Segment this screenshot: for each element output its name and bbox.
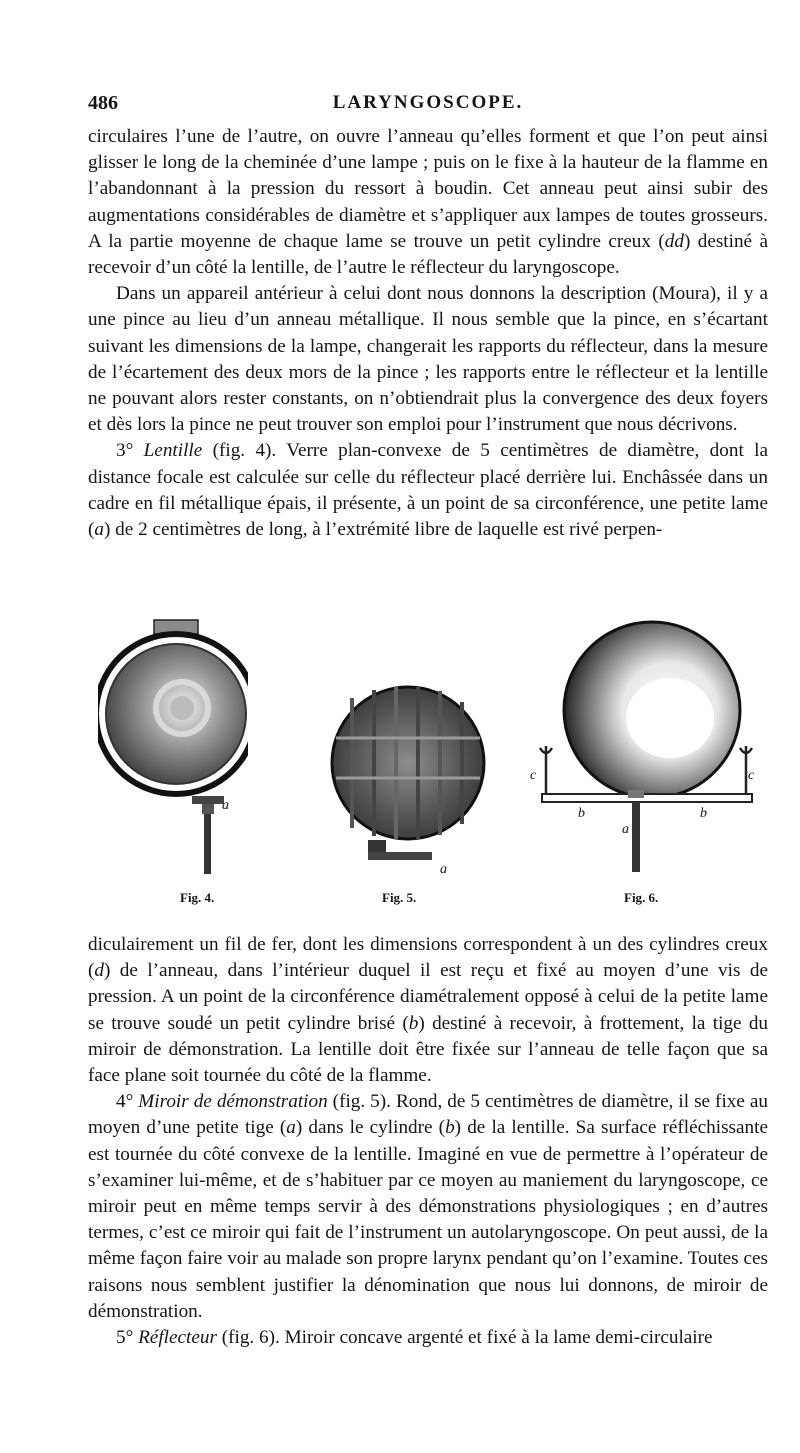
paragraph-lentille: 3° Lentille (fig. 4). Verre plan-convexe de 5 centimètres de diamètre, dont la distance focale est calculée sur celle du réflecteur placé derrière lui. Enchâssée dans un cadre en fil métallique épais, il présente, à un point de sa circonférence, une petite lame (a) de 2 centimètres de long, à l’extrémité libre de laquelle est rivé perpen- bbox=[88, 440, 768, 541]
paragraph-reflecteur: 5° Réflecteur (fig. 6). Miroir concave argenté et fixé à la lame demi-circulaire bbox=[116, 1327, 713, 1349]
fig5-caption: Fig. 5. bbox=[382, 890, 417, 905]
fig4-label-a: a bbox=[222, 798, 229, 813]
figure-5-demonstration-mirror bbox=[322, 678, 502, 878]
fig6-label-b-right: b bbox=[700, 806, 707, 821]
fig6-caption: Fig. 6. bbox=[624, 890, 659, 905]
text-block-top bbox=[88, 124, 768, 543]
fig6-label-c-left: c bbox=[530, 768, 537, 783]
running-title: LARYNGOSCOPE. bbox=[332, 92, 524, 113]
figures-row bbox=[88, 608, 788, 918]
paragraph-fil-de-fer: diculairement un fil de fer, dont les dimensions correspondent à un des cylindres creux (d) de l’anneau, dans l’intérieur duquel il est reçu et fixé au moyen d’une vis de pression. A un point de la circonférence diamétralement opposé à celui de la petite lame se trouve soudé un petit cylindre brisé (b) destiné à recevoir, à frottement, la tige du miroir de démonstration. La lentille doit être fixée sur l’anneau de telle façon que sa face plane soit tournée du côté de la flamme. bbox=[88, 934, 769, 1087]
figure-4-lens bbox=[98, 616, 248, 876]
fig6-label-b-left: b bbox=[578, 806, 585, 821]
fig5-label-a: a bbox=[440, 862, 447, 877]
paragraph-pince: Dans un appareil antérieur à celui dont nous donnons la description (Moura), il y a une pince au lieu d’un anneau métallique. Il nous semble que la pince, en s’écartant suivant les dimensions de la lampe, changerait les rapports du réflecteur, dans la mesure de l’écartement des deux mors de la pince ; les rapports entre le réflecteur et la lentille ne pouvant alors rester constants, on n’obtiendrait plus la convergence des deux foyers et dès lors la pince ne peut trouver son emploi pour l’instrument que nous décrivons. bbox=[88, 283, 768, 436]
text-block-bottom bbox=[88, 932, 768, 1351]
fig6-label-a: a bbox=[622, 822, 629, 837]
figure-6-reflector bbox=[524, 608, 764, 878]
paragraph-anneau: circulaires l’une de l’autre, on ouvre l’anneau qu’elles forment et que l’on peut ainsi glisser le long de la cheminée d’une lampe ; puis on le fixe à la hauteur de la flamme en l’abandonnant à la pression du ressort à boudin. Cet anneau peut ainsi subir des augmentations considérables de diamètre et s’appliquer aux lampes de toutes grosseurs. A la partie moyenne de chaque lame se trouve un petit cylindre creux (dd) destiné à recevoir d’un côté la lentille, de l’autre le réflecteur du laryngoscope. bbox=[88, 126, 768, 279]
fig4-caption: Fig. 4. bbox=[180, 890, 215, 905]
page-number: 486 bbox=[88, 92, 118, 114]
running-head bbox=[88, 92, 768, 116]
paragraph-miroir: 4° Miroir de démonstration (fig. 5). Rond, de 5 centimètres de diamètre, il se fixe au moyen d’une petite tige (a) dans le cylindre (b) de la lentille. Sa surface réfléchissante est tournée du côté convexe de la lentille. Imaginé en vue de permettre à l’opérateur de s’examiner lui-même, et de s’habituer par ce moyen au maniement du laryngoscope, ce miroir peut en même temps servir à des démonstrations physiologiques ; en d’autres termes, c’est ce miroir qui fait de l’instrument un autolaryngoscope. On peut aussi, de la même façon faire voir au malade son propre larynx pendant qu’on l’examine. Toutes ces raisons nous semblent justifier la dénomination que nous lui donnons, de miroir de démonstration. bbox=[88, 1091, 768, 1322]
fig6-label-c-right: c bbox=[748, 768, 755, 783]
